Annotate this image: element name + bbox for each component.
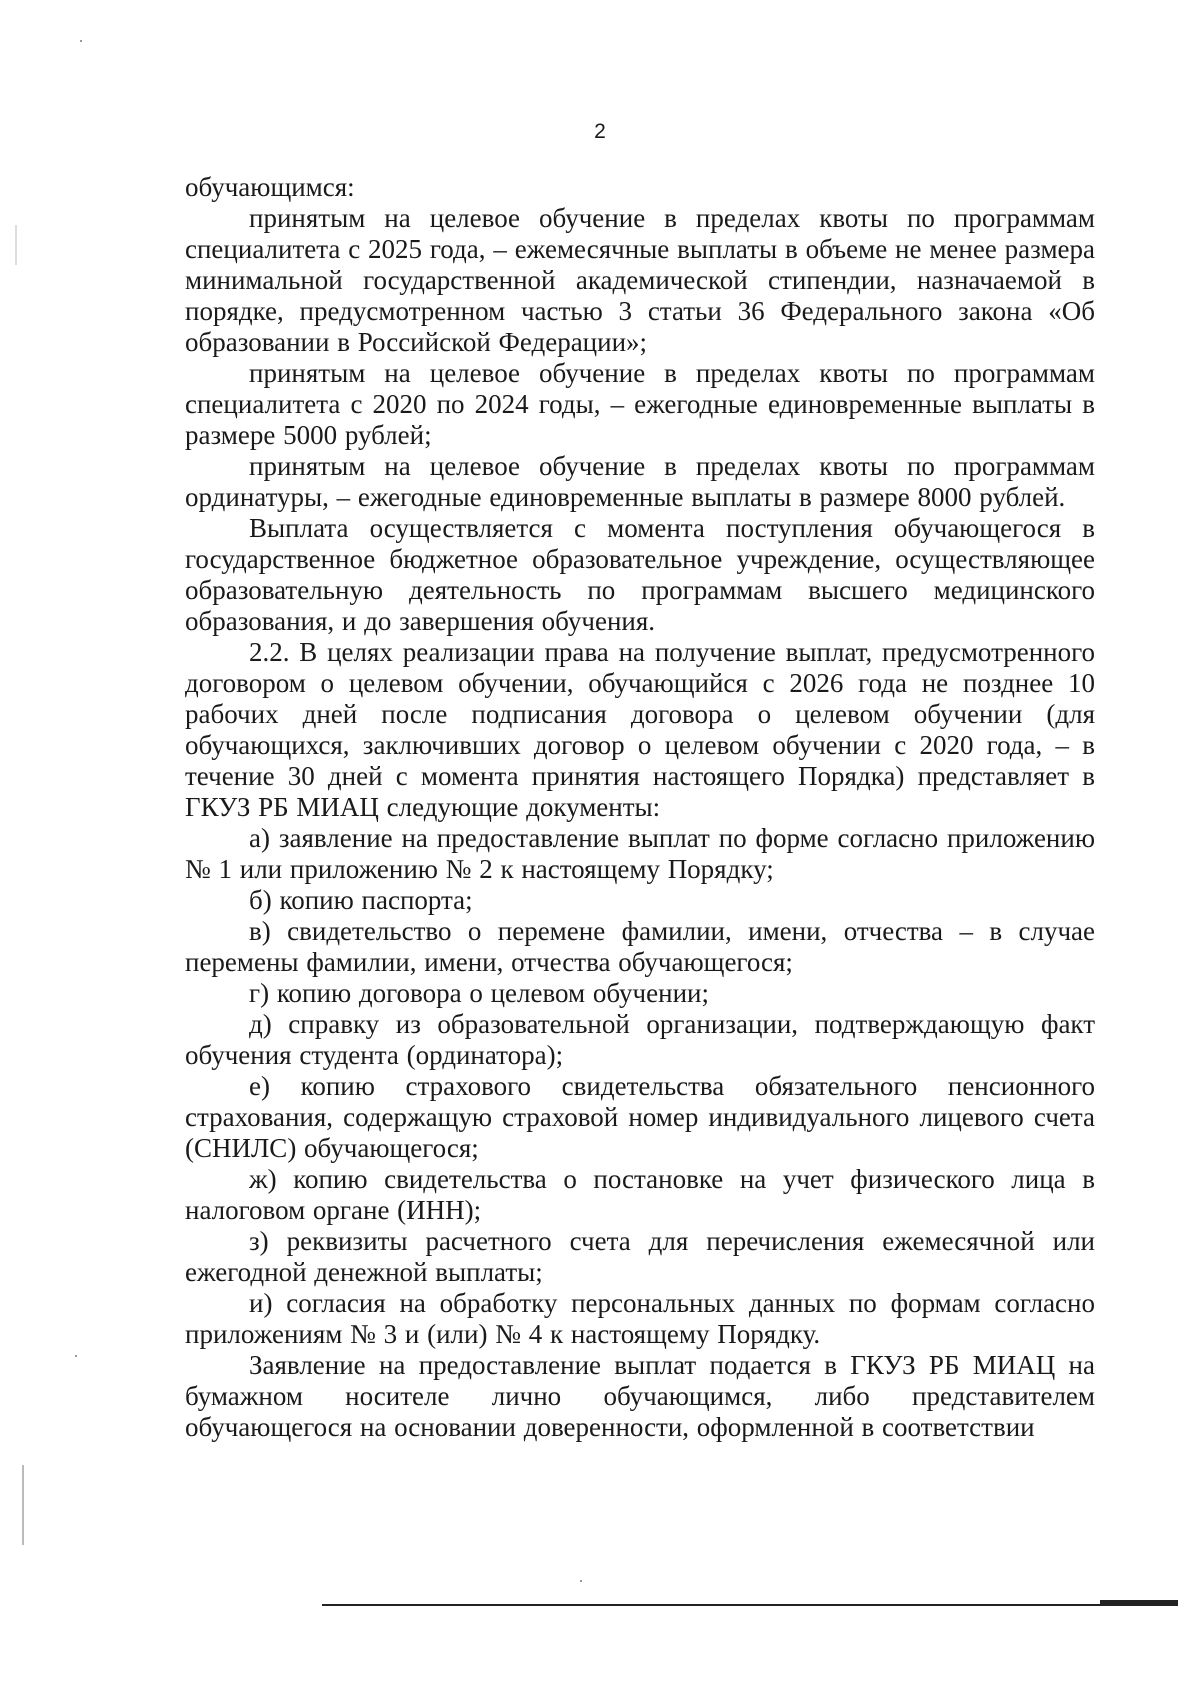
scan-dust [75,1355,77,1357]
paragraph-continuation: обучающимся: [185,172,355,202]
scan-dust [580,1580,582,1582]
scan-edge-mark [15,225,17,265]
list-item-g: г) копию договора о целевом обучении; [249,978,709,1008]
scan-dust [80,40,82,42]
paragraph-payment-period: Выплата осуществляется с момента поступления обучающегося в государственное бюджетное образовательное учреждение, осуществляющее образовательную деятельность по программам высшего медицинского образования, и до завершения обучения. [185,513,1095,636]
scan-edge-mark [22,1465,24,1545]
paragraph-specialist-2020-2024: принятым на целевое обучение в пределах квоты по программам специалитета с 2020 по 2024 годы, – ежегодные единовременные выплаты в размере 5000 рублей; [185,358,1095,450]
list-item-e: е) копию страхового свидетельства обязательного пенсионного страхования, содержащую страховой номер индивидуального лицевого счета (СНИЛС) обучающегося; [185,1071,1095,1163]
list-item-b: б) копию паспорта; [249,885,473,915]
list-item-i: и) согласия на обработку персональных данных по формам согласно приложениям № 3 и (или) № 4 к настоящему Порядку. [185,1288,1095,1349]
paragraph-specialist-2025: принятым на целевое обучение в пределах квоты по программам специалитета с 2025 года, – ежемесячные выплаты в объеме не менее размера минимальной государственной академической стипендии, назначаемой в порядке, предусмотренном частью 3 статьи 36 Федерального закона «Об образовании в Российской Федерации»; [185,203,1095,357]
page-number: 2 [594,120,606,143]
document-body [185,172,1095,1443]
list-item-z: з) реквизиты расчетного счета для перечисления ежемесячной или ежегодной денежной выплаты; [185,1226,1095,1287]
paragraph-clause-2-2: 2.2. В целях реализации права на получение выплат, предусмотренного договором о целевом обучении, обучающийся с 2026 года не позднее 10 рабочих дней после подписания договора о целевом обучении (для обучающихся, заключивших договор о целевом обучении с 2020 года, – в течение 30 дней с момента принятия настоящего Порядка) представляет в ГКУЗ РБ МИАЦ следующие документы: [185,637,1095,822]
list-item-a: а) заявление на предоставление выплат по форме согласно приложению № 1 или приложению № 2 к настоящему Порядку; [185,823,1095,884]
list-item-v: в) свидетельство о перемене фамилии, имени, отчества – в случае перемены фамилии, имени, отчества обучающегося; [185,916,1095,977]
paragraph-application-submission: Заявление на предоставление выплат подается в ГКУЗ РБ МИАЦ на бумажном носителе лично обучающимся, либо представителем обучающегося на основании доверенности, оформленной в соответствии [185,1350,1095,1442]
list-item-d: д) справку из образовательной организации, подтверждающую факт обучения студента (ординатора); [185,1009,1095,1070]
bottom-rule [322,1604,1177,1606]
bottom-rule-thick-segment [1100,1600,1178,1606]
list-item-zh: ж) копию свидетельства о постановке на учет физического лица в налоговом органе (ИНН); [185,1164,1095,1225]
paragraph-residency: принятым на целевое обучение в пределах квоты по программам ординатуры, – ежегодные единовременные выплаты в размере 8000 рублей. [185,451,1095,512]
